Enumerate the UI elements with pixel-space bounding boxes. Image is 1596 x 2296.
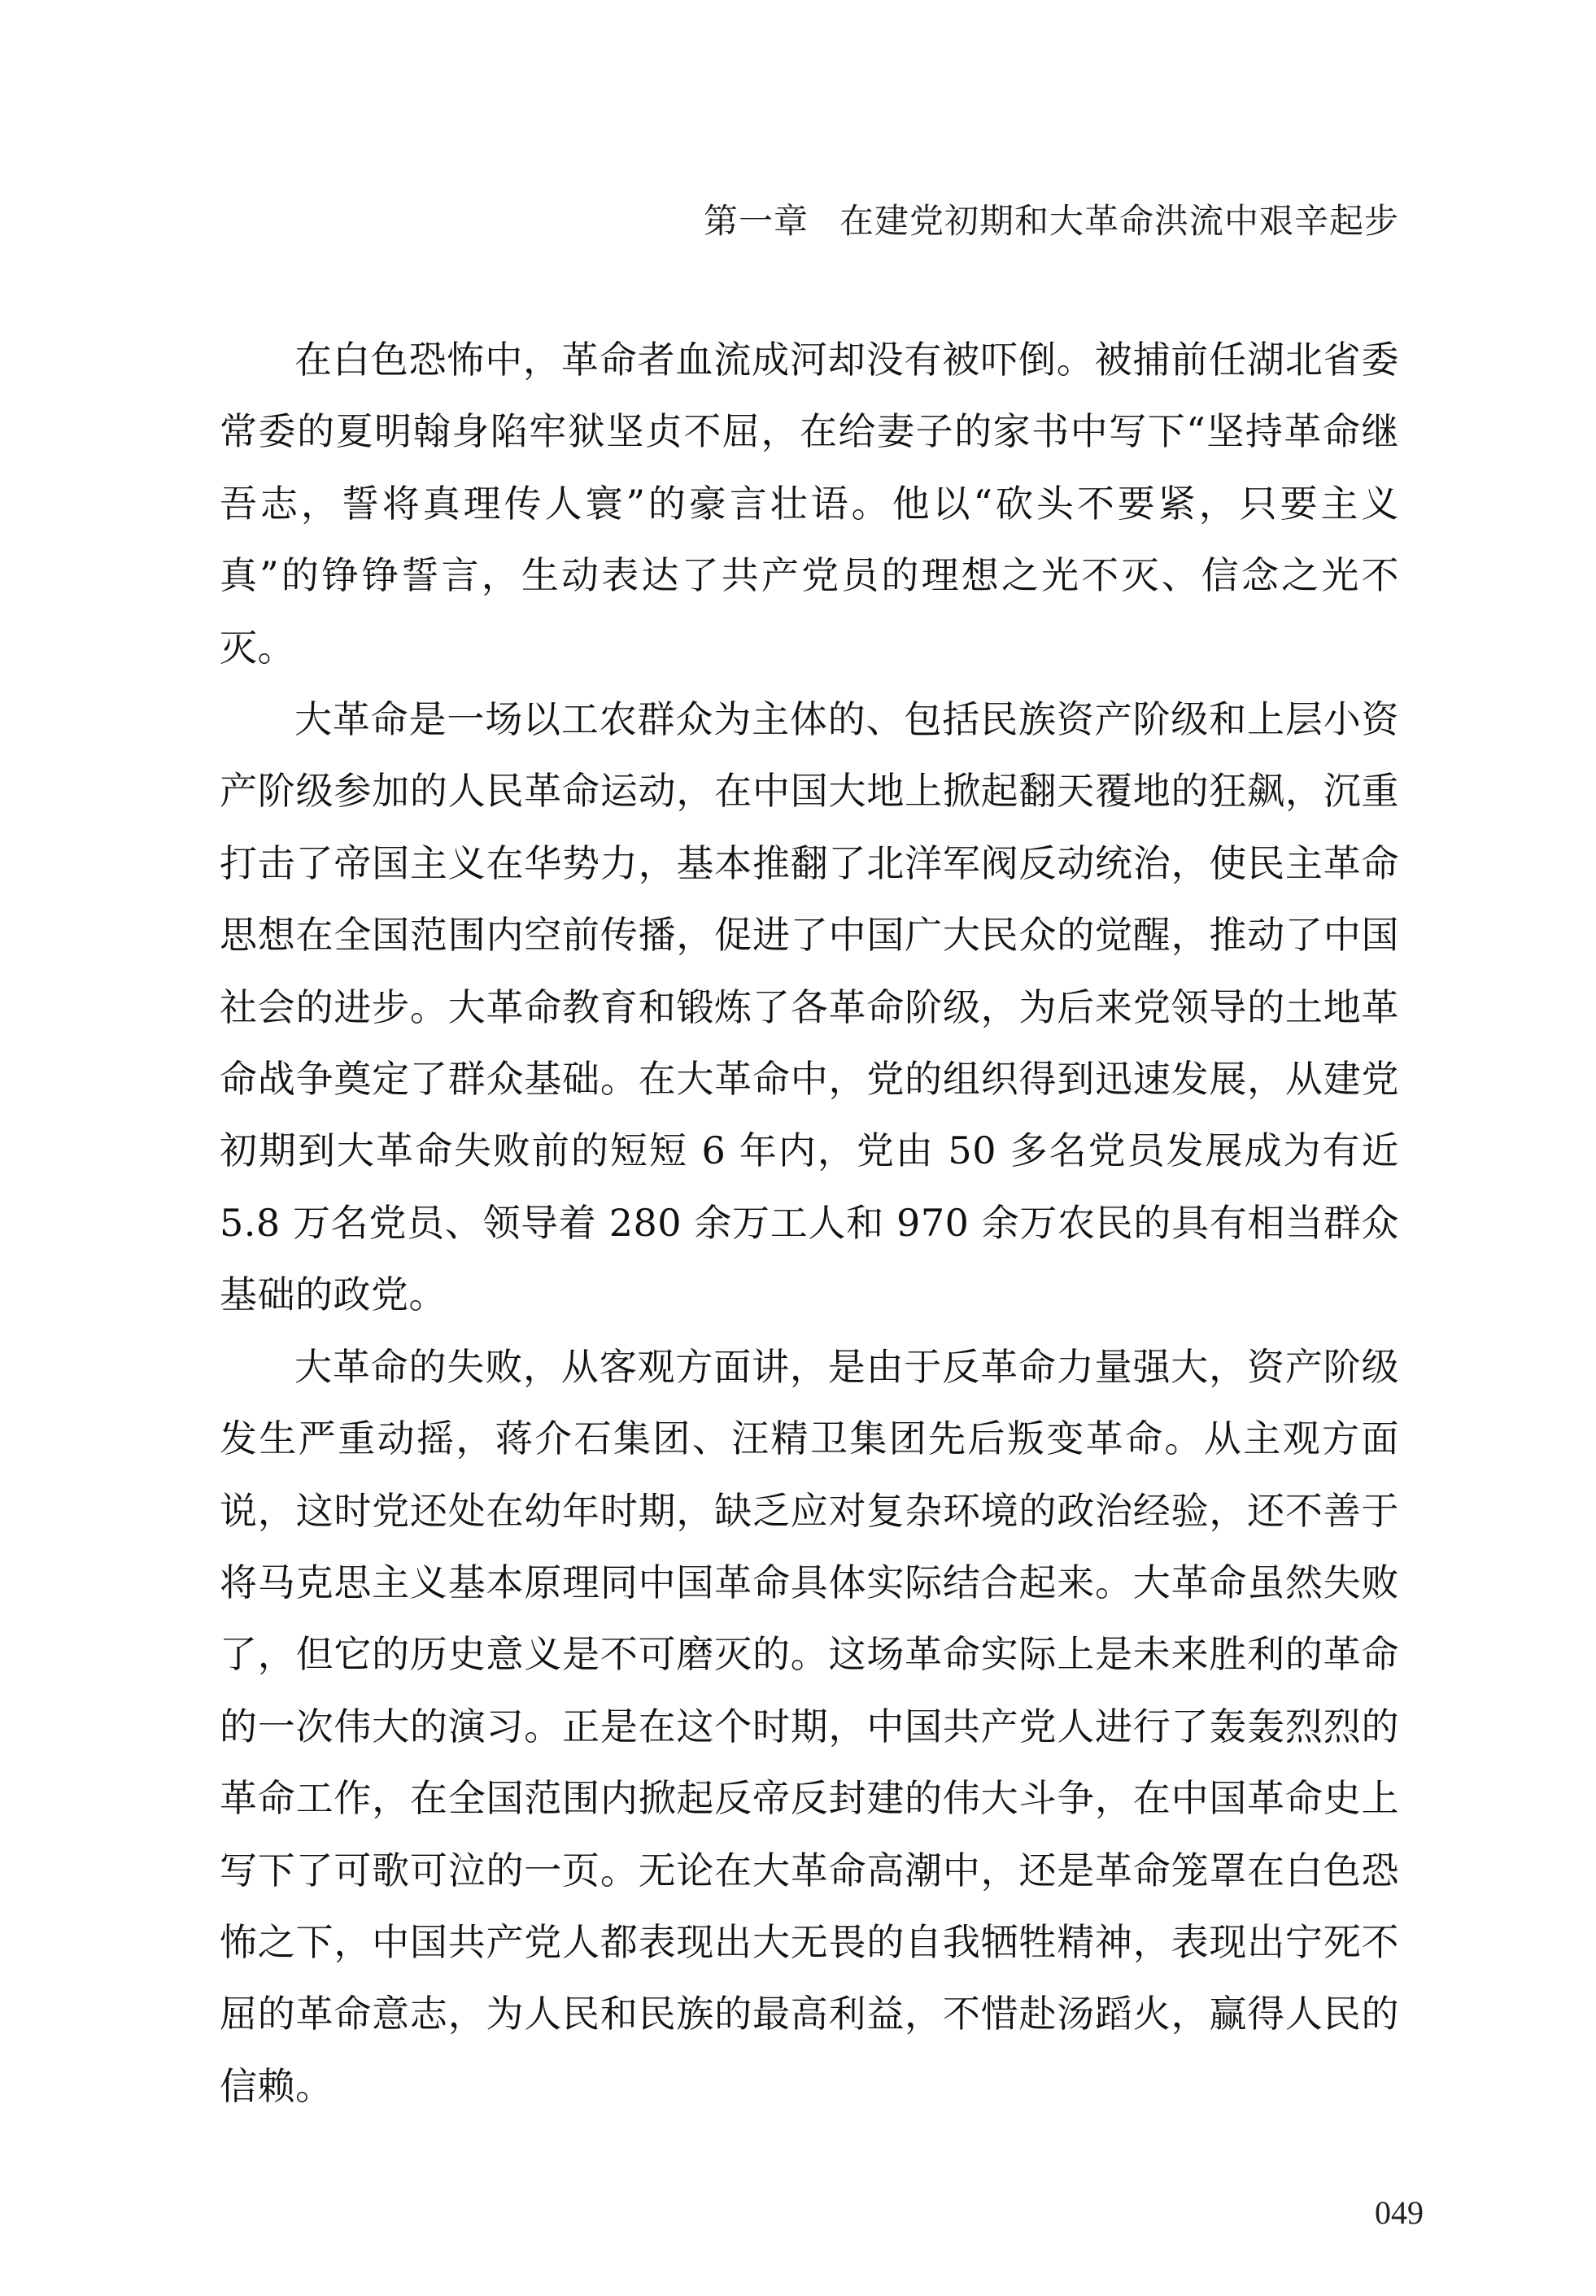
chapter-number: 第一章 [703, 201, 809, 241]
body-text [220, 324, 1399, 2122]
running-head [195, 197, 1399, 246]
page-number: 049 [1375, 2194, 1424, 2231]
chapter-title: 在建党初期和大革命洪流中艰辛起步 [839, 201, 1399, 241]
paragraph-2: 大革命是一场以工农群众为主体的、包括民族资产阶级和上层小资产阶级参加的人民革命运动，在中国大地上掀起翻天覆地的狂飙，沉重打击了帝国主义在华势力，基本推翻了北洋军阀反动统治，使民主革命思想在全国范围内空前传播，促进了中国广大民众的觉醒，推动了中国社会的进步。大革命教育和锻炼了各革命阶级，为后来党领导的土地革命战争奠定了群众基础。在大革命中，党的组织得到迅速发展，从建党初期到大革命失败前的短短 6 年内，党由 50 多名党员发展成为有近 5.8 万名党员、领导着 280 余万工人和 970 余万农民的具有相当群众基础的政党。 [220, 697, 1399, 1317]
paragraph-1: 在白色恐怖中，革命者血流成河却没有被吓倒。被捕前任湖北省委常委的夏明翰身陷牢狱坚贞不屈，在给妻子的家书中写下“坚持革命继吾志，誓将真理传人寰”的豪言壮语。他以“砍头不要紧，只要主义真”的铮铮誓言，生动表达了共产党员的理想之光不灭、信念之光不灭。 [220, 338, 1399, 670]
paragraph-3: 大革命的失败，从客观方面讲，是由于反革命力量强大，资产阶级发生严重动摇，蒋介石集团、汪精卫集团先后叛变革命。从主观方面说，这时党还处在幼年时期，缺乏应对复杂环境的政治经验，还不善于将马克思主义基本原理同中国革命具体实际结合起来。大革命虽然失败了，但它的历史意义是不可磨灭的。这场革命实际上是未来胜利的革命的一次伟大的演习。正是在这个时期，中国共产党人进行了轰轰烈烈的革命工作，在全国范围内掀起反帝反封建的伟大斗争，在中国革命史上写下了可歌可泣的一页。无论在大革命高潮中，还是革命笼罩在白色恐怖之下，中国共产党人都表现出大无畏的自我牺牲精神，表现出宁死不屈的革命意志，为人民和民族的最高利益，不惜赴汤蹈火，赢得人民的信赖。 [220, 1344, 1399, 2108]
